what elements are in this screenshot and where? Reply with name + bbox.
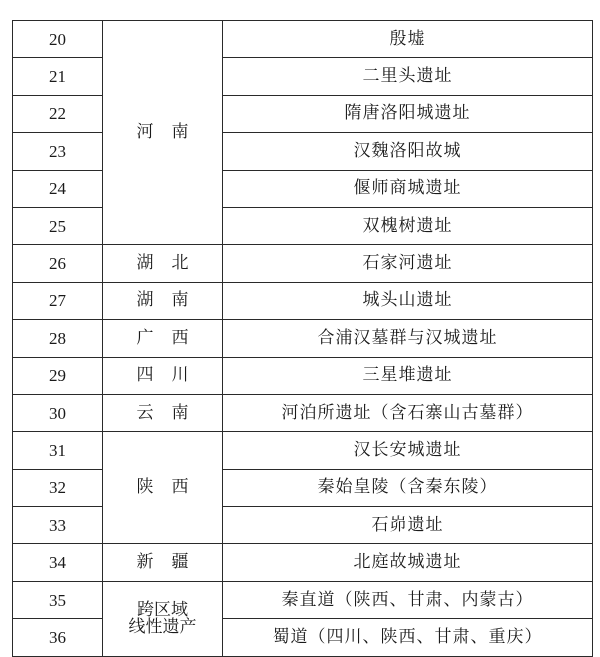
- province-name-line2: 线性遗产: [128, 616, 197, 637]
- site-name: 北庭故城遗址: [223, 544, 593, 581]
- province-name: 陕西: [136, 477, 207, 498]
- province-cell: [103, 245, 223, 282]
- row-number: 33: [13, 507, 103, 544]
- table-row: [13, 282, 593, 319]
- table-row: [13, 469, 593, 506]
- table-row: [13, 544, 593, 581]
- site-name: 汉魏洛阳故城: [223, 133, 593, 170]
- site-name: 蜀道（四川、陕西、甘肃、重庆）: [223, 619, 593, 656]
- province-name-line1: 跨区域: [137, 599, 188, 620]
- row-number: 34: [13, 544, 103, 581]
- table-row: [13, 21, 593, 58]
- table-row: [13, 357, 593, 394]
- row-number: 30: [13, 394, 103, 431]
- site-name: 石家河遗址: [223, 245, 593, 282]
- row-number: 23: [13, 133, 103, 170]
- table-row: [13, 394, 593, 431]
- table-row: [13, 170, 593, 207]
- province-cell: [103, 282, 223, 319]
- row-number: 29: [13, 357, 103, 394]
- province-name: 湖北: [136, 253, 207, 274]
- site-name: 秦始皇陵（含秦东陵）: [223, 469, 593, 506]
- table-row: [13, 95, 593, 132]
- site-name: 石峁遗址: [223, 507, 593, 544]
- site-name: 秦直道（陕西、甘肃、内蒙古）: [223, 581, 593, 618]
- province-cell: [103, 357, 223, 394]
- site-name: 偃师商城遗址: [223, 170, 593, 207]
- table-row: [13, 207, 593, 244]
- site-name: 三星堆遗址: [223, 357, 593, 394]
- table-row: [13, 581, 593, 618]
- province-cell: [103, 544, 223, 581]
- row-number: 28: [13, 320, 103, 357]
- row-number: 20: [13, 21, 103, 58]
- province-name: 湖南: [136, 290, 207, 311]
- table-row: [13, 320, 593, 357]
- province-cell: [103, 320, 223, 357]
- row-number: 31: [13, 432, 103, 469]
- site-name: 殷墟: [223, 21, 593, 58]
- site-name: 汉长安城遗址: [223, 432, 593, 469]
- row-number: 36: [13, 619, 103, 656]
- site-name: 合浦汉墓群与汉城遗址: [223, 320, 593, 357]
- province-name: 广西: [136, 327, 207, 348]
- table-row: [13, 245, 593, 282]
- site-name: 双槐树遗址: [223, 207, 593, 244]
- row-number: 26: [13, 245, 103, 282]
- heritage-sites-table: [12, 20, 593, 657]
- province-cell: [103, 432, 223, 544]
- row-number: 32: [13, 469, 103, 506]
- table-row: [13, 58, 593, 95]
- province-cell: [103, 394, 223, 431]
- table-row: [13, 432, 593, 469]
- row-number: 35: [13, 581, 103, 618]
- site-name: 隋唐洛阳城遗址: [223, 95, 593, 132]
- province-cell: [103, 581, 223, 656]
- site-name: 二里头遗址: [223, 58, 593, 95]
- row-number: 27: [13, 282, 103, 319]
- province-name: 河南: [136, 122, 207, 143]
- row-number: 21: [13, 58, 103, 95]
- province-name: 云南: [136, 402, 207, 423]
- province-cell: [103, 21, 223, 245]
- row-number: 24: [13, 170, 103, 207]
- province-name: 四川: [136, 365, 207, 386]
- site-name: 河泊所遗址（含石寨山古墓群）: [223, 394, 593, 431]
- table-row: [13, 133, 593, 170]
- site-name: 城头山遗址: [223, 282, 593, 319]
- table-row: [13, 507, 593, 544]
- row-number: 25: [13, 207, 103, 244]
- province-name: 新疆: [136, 552, 207, 573]
- row-number: 22: [13, 95, 103, 132]
